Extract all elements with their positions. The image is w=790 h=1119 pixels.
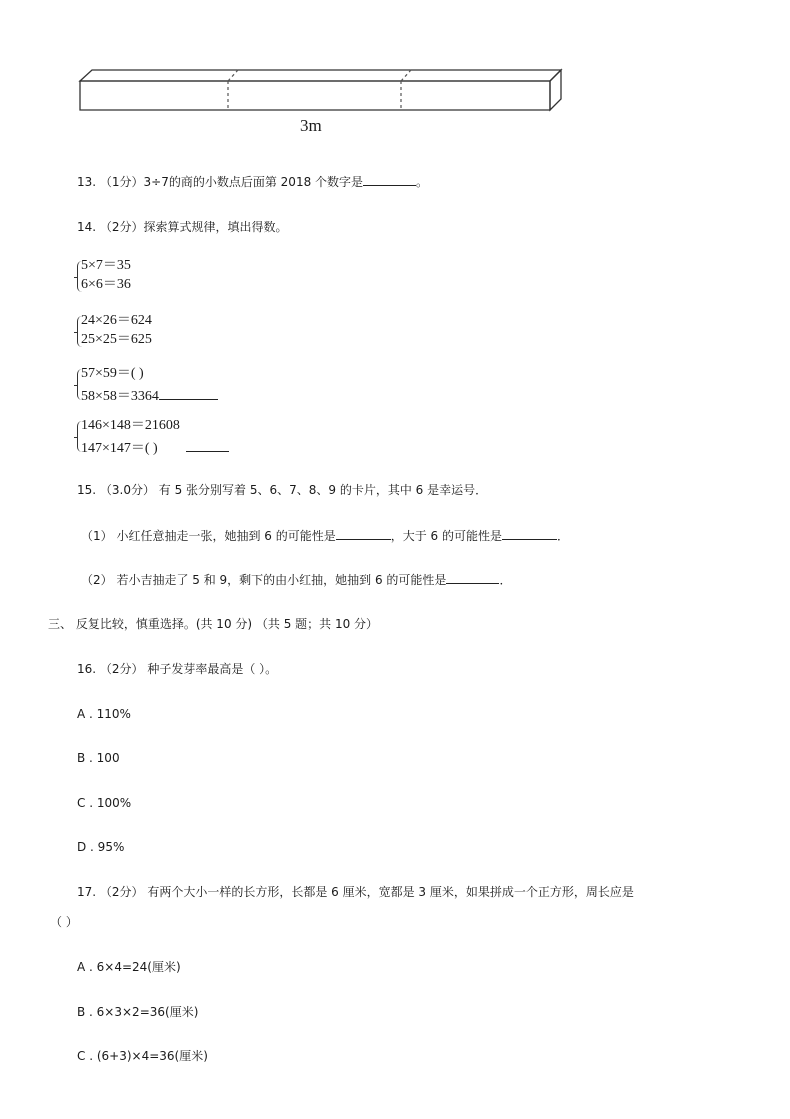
option-a[interactable]: A . 6×4=24(厘米) — [77, 960, 181, 974]
answer-blank[interactable] — [502, 527, 557, 540]
answer-blank[interactable] — [159, 387, 218, 400]
answer-blank[interactable] — [363, 173, 416, 186]
part-2-text: （2） 若小吉抽走了 5 和 9，剩下的由小红抽，她抽到 6 的可能性是 — [81, 573, 447, 587]
answer-blank[interactable] — [336, 527, 391, 540]
question-15-text: 15. （3.0分） 有 5 张分别写着 5、6、7、8、9 的卡片，其中 6 是幸运号． — [77, 483, 488, 497]
equation-line: 25×25＝625 — [81, 332, 152, 347]
part-1-text-b: ，大于 6 的可能性是 — [390, 529, 502, 543]
part-2-end: ． — [499, 573, 512, 587]
equation-line — [81, 439, 229, 457]
part-1-end: ． — [556, 529, 569, 543]
equation-text: 147×147＝( ) — [81, 441, 158, 456]
equation-line: 146×148＝21608 — [81, 418, 180, 433]
question-16-text: 16. （2分） 种子发芽率最高是（ ）。 — [77, 662, 278, 676]
equation-line: 5×7＝35 — [81, 258, 131, 273]
option-d[interactable]: D . 95% — [77, 840, 125, 854]
bar-length-label: 3m — [300, 116, 322, 135]
question-15-part-1 — [81, 527, 569, 544]
equation-line: 57×59＝( ) — [81, 366, 144, 381]
question-14-text: 14. （2分）探索算式规律，填出得数。 — [77, 220, 288, 234]
answer-blank[interactable] — [186, 439, 229, 452]
option-b[interactable]: B . 100 — [77, 751, 120, 765]
question-13-suffix: 。 — [416, 175, 429, 189]
equation-line: 6×6＝36 — [81, 277, 131, 292]
option-c[interactable]: C . 100% — [77, 796, 132, 810]
option-b[interactable]: B . 6×3×2=36(厘米) — [77, 1005, 199, 1019]
option-c[interactable]: C . (6+3)×4=36(厘米) — [77, 1049, 208, 1063]
question-17-text-continued: （ ） — [50, 915, 78, 929]
question-17-text: 17. （2分） 有两个大小一样的长方形，长都是 6 厘米，宽都是 3 厘米，如果拼成一个正方形，周长应是 — [77, 885, 634, 899]
option-a[interactable]: A . 110% — [77, 707, 131, 721]
question-15-part-2 — [81, 571, 511, 588]
part-1-text-a: （1） 小红任意抽走一张，她抽到 6 的可能性是 — [81, 529, 336, 543]
equation-line — [81, 387, 218, 405]
section-3-title: 三、 反复比较，慎重选择。(共 10 分) （共 5 题；共 10 分） — [48, 617, 379, 631]
question-13-text: 13. （1分）3÷7的商的小数点后面第 2018 个数字是 — [77, 175, 364, 189]
equation-text: 58×58＝3364 — [81, 389, 159, 404]
equation-line: 24×26＝624 — [81, 313, 152, 328]
question-13 — [77, 173, 428, 190]
answer-blank[interactable] — [446, 571, 499, 584]
